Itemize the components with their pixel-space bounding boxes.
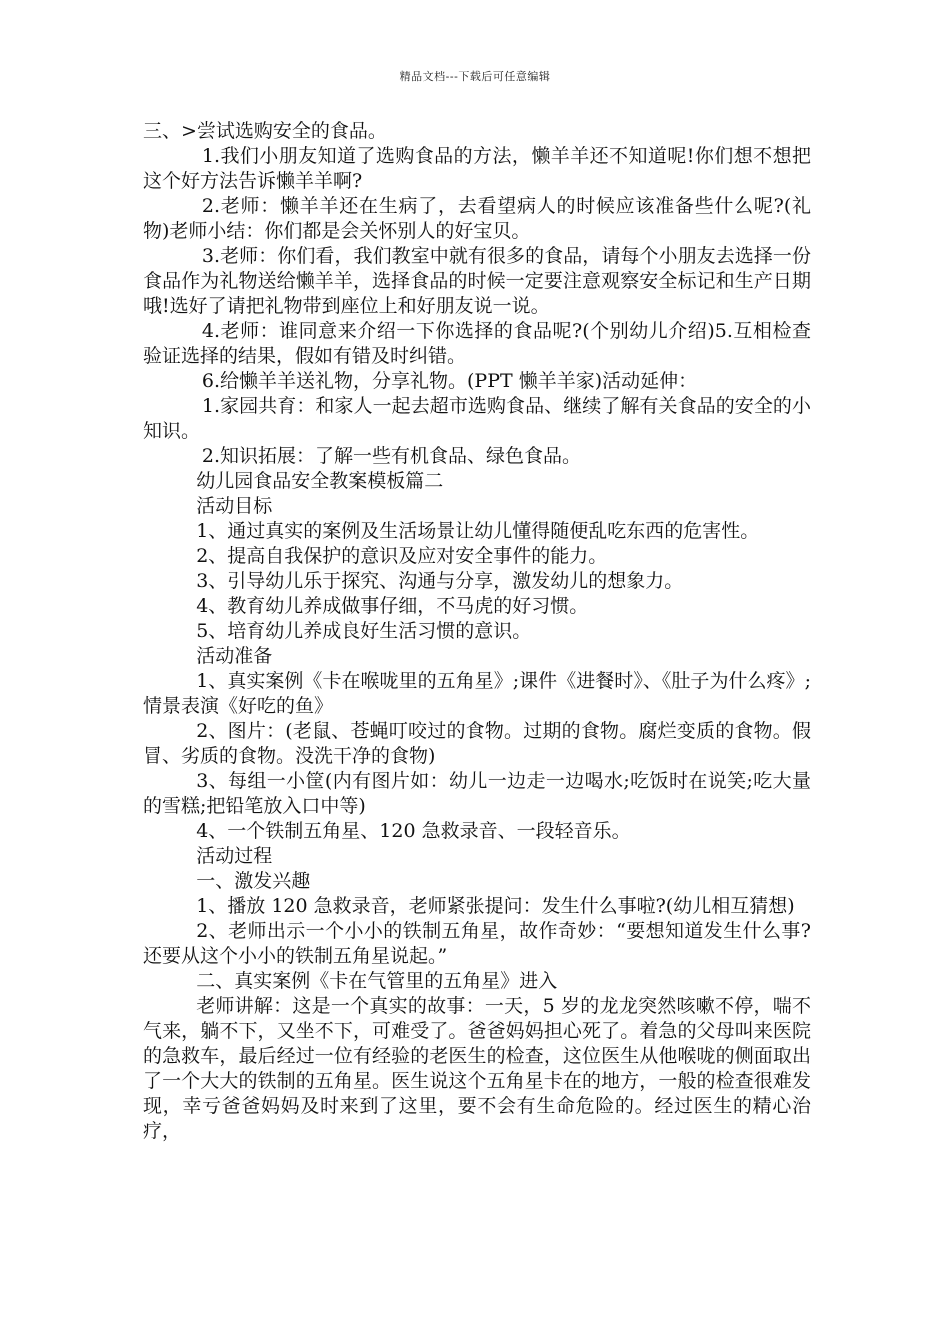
lesson-title: 幼儿园食品安全教案模板篇二 [196,470,444,492]
paragraph: 1.我们小朋友知道了选购食品的方法，懒羊羊还不知道呢!你们想不想把这个好方法告诉懒羊羊啊? [143,145,811,192]
list-item: 2、图片：(老鼠、苍蝇叮咬过的食物。过期的食物。腐烂变质的食物。假冒、劣质的食物。没洗干净的食物) [143,720,811,767]
page-header: 精品文档---下载后可任意编辑 [399,70,551,83]
paragraph: 老师讲解：这是一个真实的故事：一天，5 岁的龙龙突然咳嗽不停，喘不气来，躺不下，又坐不下，可难受了。爸爸妈妈担心死了。着急的父母叫来医院的急救车，最后经过一位有经验的老医生的检查，这位医生从他喉咙的侧面取出了一个大大的铁制的五角星。医生说这个五角星卡在的地方，一般的检查很难发现，幸亏爸爸妈妈及时来到了这里，要不会有生命危险的。经过医生的精心治疗， [143,995,811,1142]
list-item: 1、真实案例《卡在喉咙里的五角星》;课件《进餐时》、《肚子为什么疼》;情景表演《好吃的鱼》 [143,670,811,717]
list-item: 3、引导幼儿乐于探究、沟通与分享，激发幼儿的想象力。 [196,570,684,592]
section-heading-3: 三、>尝试选购安全的食品。 [143,120,387,142]
paragraph: 6.给懒羊羊送礼物，分享礼物。(PPT 懒羊羊家)活动延伸： [201,370,698,392]
subheading-goals: 活动目标 [196,495,273,517]
paragraph: 4.老师：谁同意来介绍一下你选择的食品呢?(个别幼儿介绍)5.互相检查验证选择的结果，假如有错及时纠错。 [143,320,811,367]
subheading-preparation: 活动准备 [196,645,273,667]
document-body [143,119,811,1144]
paragraph: 3.老师：你们看，我们教室中就有很多的食品，请每个小朋友去选择一份食品作为礼物送给懒羊羊，选择食品的时候一定要注意观察安全标记和生产日期哦!选好了请把礼物带到座位上和好朋友说一说。 [143,245,811,317]
step-heading: 一、激发兴趣 [196,870,311,892]
list-item: 3、每组一小筐(内有图片如：幼儿一边走一边喝水;吃饭时在说笑;吃大量的雪糕;把铅笔放入口中等) [143,770,811,817]
paragraph: 1.家园共育：和家人一起去超市选购食品、继续了解有关食品的安全的小知识。 [143,395,811,442]
list-item: 2、提高自我保护的意识及应对安全事件的能力。 [196,545,608,567]
list-item: 1、播放 120 急救录音，老师紧张提问：发生什么事啦?(幼儿相互猜想) [196,895,795,917]
list-item: 1、通过真实的案例及生活场景让幼儿懂得随便乱吃东西的危害性。 [196,520,760,542]
paragraph: 2.老师：懒羊羊还在生病了，去看望病人的时候应该准备些什么呢?(礼物)老师小结：你们都是会关怀别人的好宝贝。 [143,195,811,242]
list-item: 2、老师出示一个小小的铁制五角星，故作奇妙：“要想知道发生什么事?还要从这个小小的铁制五角星说起。” [143,920,811,967]
list-item: 5、培育幼儿养成良好生活习惯的意识。 [196,620,532,642]
subheading-process: 活动过程 [196,845,273,867]
list-item: 4、一个铁制五角星、120 急救录音、一段轻音乐。 [196,820,631,842]
paragraph: 2.知识拓展：了解一些有机食品、绿色食品。 [201,445,582,467]
list-item: 4、教育幼儿养成做事仔细，不马虎的好习惯。 [196,595,589,617]
step-heading: 二、真实案例《卡在气管里的五角星》进入 [196,970,558,992]
